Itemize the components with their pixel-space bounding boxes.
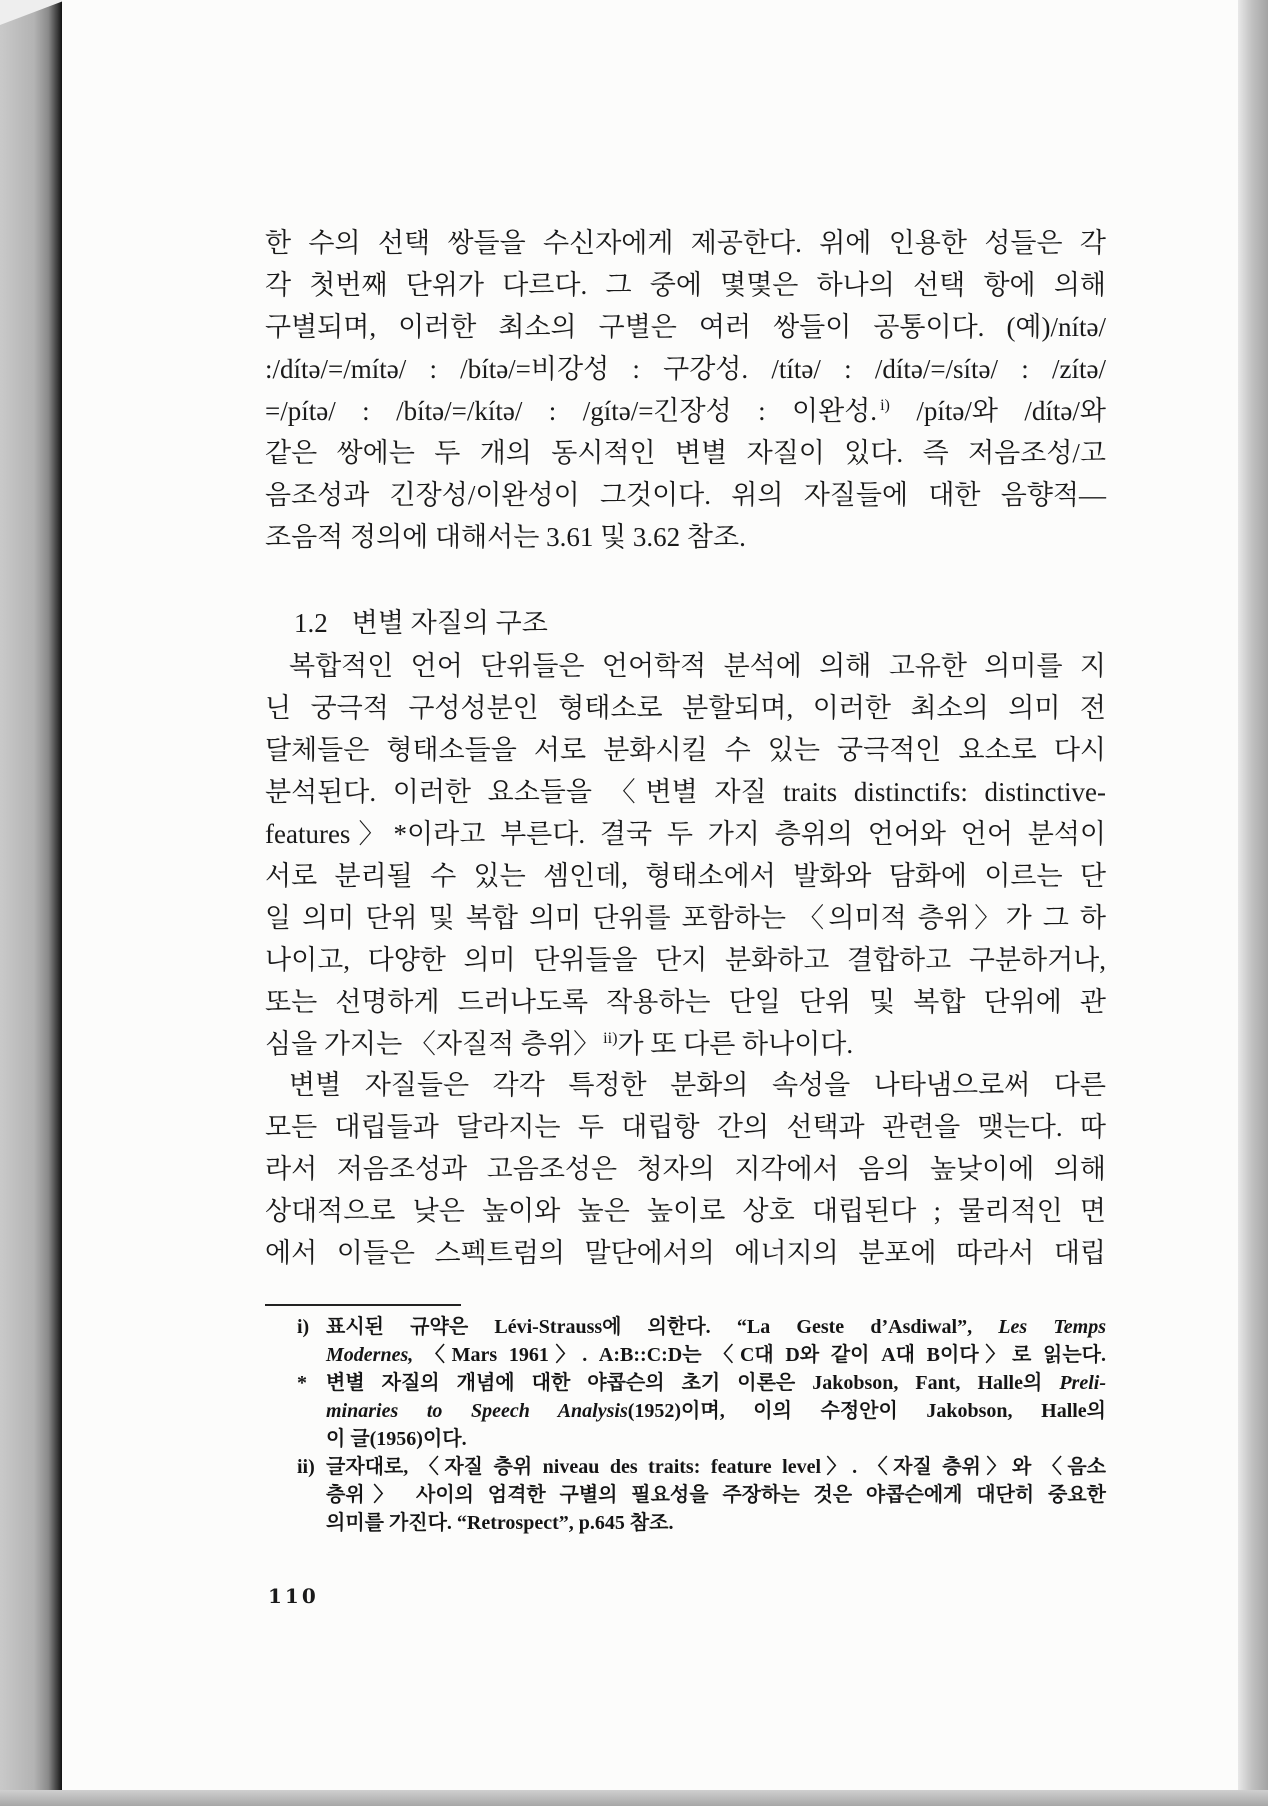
text-line: 음조성과 긴장성/이완성이 그것이다. 위의 자질들에 대한 음향적— [265,480,1106,510]
footnote-body [326,1453,1106,1537]
italic-title: minaries to Speech Analysis [326,1400,628,1422]
text-line: 닌 궁극적 구성성분인 형태소로 분할되며, 이러한 최소의 의미 전 [265,693,1106,723]
text-line: :/dítə/=/mítə/ : /bítə/=비강성 : 구강성. /títə/ : /dítə/=/sítə/ : /zítə/ [265,354,1106,384]
text-line: 또는 선명하게 드러나도록 작용하는 단일 단위 및 복합 단위에 관 [265,987,1106,1017]
footnote-line: 글자대로, 〈자질 층위 niveau des traits: feature level〉. 〈자질 층위〉와 〈음소 [326,1456,1106,1478]
italic-title: Modernes, [326,1344,414,1366]
text-line: 조음적 정의에 대해서는 3.61 및 3.62 참조. [265,522,746,552]
paragraph [265,222,1106,558]
footnote-marker: i) [297,1316,310,1338]
text-segment: 〈Mars 1961〉. A:B::C:D는 〈C대 D와 같이 A대 B이다〉로 읽는다. [413,1344,1106,1366]
footnote-line: 의미를 가진다. “Retrospect”, p.645 참조. [326,1512,674,1534]
text-line: 같은 쌍에는 두 개의 동시적인 변별 자질이 있다. 즉 저음조성/고 [265,438,1106,468]
italic-title: Les Temps [998,1316,1106,1338]
page-corner-fold [0,0,70,30]
footnote-body [326,1313,1106,1369]
section-title: 변별 자질의 구조 [351,608,548,638]
text-line: 모든 대립들과 달라지는 두 대립항 간의 선택과 관련을 맺는다. 따 [265,1112,1106,1142]
text-segment: 변별 자질의 개념에 대한 야콥슨의 초기 이론은 Jakobson, Fant, Halle의 [326,1372,1060,1394]
text-line: 서로 분리될 수 있는 셈인데, 형태소에서 발화와 담화에 이르는 단 [265,861,1106,891]
text-line: 복합적인 언어 단위들은 언어학적 분석에 의해 고유한 의미를 지 [289,651,1106,681]
footnote-line [326,1397,1106,1425]
page-right-edge-shadow [1238,0,1268,1806]
book-spine-shadow [0,0,62,1806]
paragraph [265,645,1106,1065]
italic-title: Preli- [1059,1372,1106,1394]
text-line: 달체들은 형태소들을 서로 분화시킬 수 있는 궁극적인 요소로 다시 [265,735,1106,765]
text-line: 분석된다. 이러한 요소들을 〈변별 자질 traits distinctifs: distinctive- [265,777,1106,807]
footnote-marker: ii) [297,1456,315,1478]
footnote-line [326,1313,1106,1341]
text-segment: =/pítə/ : /bítə/=/kítə/ : /gítə/=긴장성 : 이완성. [265,396,878,426]
section-number: 1.2 [294,608,328,638]
text-segment: (1952)이며, 이의 수정안이 Jakobson, Halle의 [627,1400,1106,1422]
page-number: 110 [268,1584,319,1608]
text-line [265,390,1106,432]
footnote-line: 이 글(1956)이다. [326,1428,467,1450]
footnote [297,1369,1106,1453]
footnote-line: 층위〉 사이의 엄격한 구별의 필요성을 주장하는 것은 야콥슨에게 대단히 중요한 [326,1484,1106,1506]
text-segment: 가 또 다른 하나이다. [617,1029,854,1059]
footnote [297,1453,1106,1537]
footnotes [297,1313,1106,1537]
text-line: 나이고, 다양한 의미 단위들을 단지 분화하고 결합하고 구분하거나, [265,945,1106,975]
text-line: 에서 이들은 스펙트럼의 말단에서의 에너지의 분포에 따라서 대립 [265,1238,1106,1268]
footnote-marker: * [297,1372,307,1394]
text-line: 라서 저음조성과 고음조성은 청자의 지각에서 음의 높낮이에 의해 [265,1154,1106,1184]
footnote-body [326,1369,1106,1453]
text-line: 변별 자질들은 각각 특정한 분화의 속성을 나타냄으로써 다른 [289,1070,1106,1100]
footnote-reference: i) [880,396,890,415]
text-line: features〉*이라고 부른다. 결국 두 가지 층위의 언어와 언어 분석이 [265,819,1106,849]
text-segment: 표시된 규약은 Lévi-Strauss에 의한다. “La Geste d’Asdiwal”, [326,1316,999,1338]
text-line: 한 수의 선택 쌍들을 수신자에게 제공한다. 위에 인용한 성들은 각 [265,228,1106,258]
text-line: 상대적으로 낮은 높이와 높은 높이로 상호 대립된다 ; 물리적인 면 [265,1196,1106,1226]
footnote-reference: ii) [603,1029,618,1048]
section-heading [294,602,548,644]
text-line [265,1023,1106,1065]
text-segment: 심을 가지는 〈자질적 층위〉 [265,1029,601,1059]
text-line: 일 의미 단위 및 복합 의미 단위를 포함하는 〈의미적 층위〉가 그 하 [265,903,1106,933]
page-bottom-edge-shadow [0,1790,1268,1806]
text-line: 구별되며, 이러한 최소의 구별은 여러 쌍들이 공통이다. (예)/nítə/ [265,312,1106,342]
footnote-line [326,1341,1106,1369]
paragraph [265,1064,1106,1274]
text-segment: /pítə/와 /dítə/와 [889,396,1106,426]
text-line: 각 첫번째 단위가 다르다. 그 중에 몇몇은 하나의 선택 항에 의해 [265,270,1106,300]
footnote [297,1313,1106,1369]
footnote-line [326,1369,1106,1397]
footnote-rule [265,1304,461,1306]
